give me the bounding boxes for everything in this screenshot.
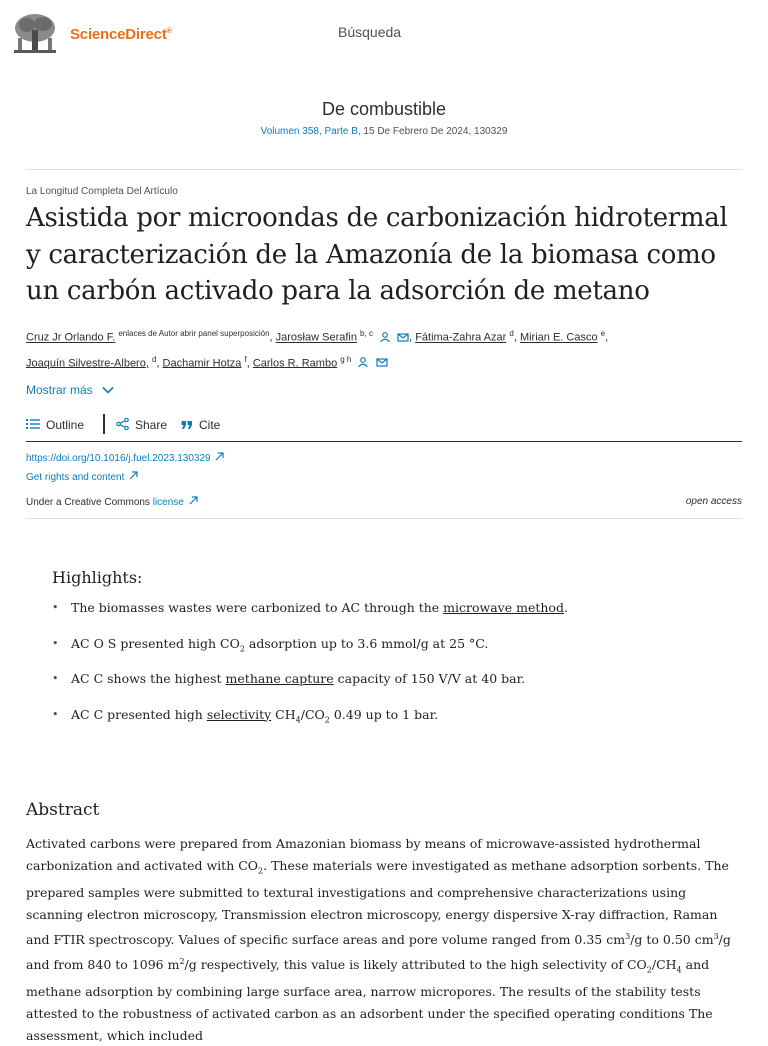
envelope-icon[interactable] [376,357,388,367]
site-header [0,0,768,70]
article-type-label: La Longitud Completa Del Artículo [26,186,178,197]
author-link[interactable]: Carlos R. Rambo [252,357,338,370]
license-link[interactable]: license [153,497,198,508]
outline-label: Outline [46,418,85,432]
creative-commons-note: Under a Creative Commons license [26,496,198,508]
show-more-button[interactable] [26,383,114,397]
quote-icon [181,420,193,430]
external-link-icon [129,471,138,480]
external-link-icon [189,496,198,505]
divider [26,169,742,170]
keyword-link[interactable]: microwave method [443,600,564,615]
share-icon [116,418,129,430]
highlights-heading: Highlights: [52,568,143,587]
author-affiliation: g h [340,354,352,364]
author-affiliation: d [509,329,514,338]
keyword-link[interactable]: methane capture [225,671,334,686]
article-toolbar [26,412,742,442]
list-item: • AC O S presented high $CO_2$ adsorption up to 3.6 mmol/g at 25 °C. [52,635,489,653]
rights-link[interactable]: Get rights and content [26,471,138,483]
search-link[interactable]: Búsqueda [338,24,402,40]
author-affiliation: e [600,329,606,338]
author-affiliation: b, c [360,329,373,338]
cite-label: Cite [199,418,221,432]
person-icon[interactable] [357,357,369,367]
author-link[interactable]: Joaquín Silvestre-Albero, [26,357,149,370]
author-link[interactable]: Jarosław Serafin [275,331,357,344]
article-title: Asistida por microondas de carbonización hidrotermal y caracterización de la Amazonía de la biomasa como un carbón activado para la adsorción de metano [26,203,728,306]
author-link[interactable]: Fátima-Zahra Azar [415,331,507,344]
envelope-icon[interactable] [397,332,409,342]
person-icon[interactable] [379,332,391,342]
toolbar-divider [103,414,105,434]
author-link[interactable]: Mirian E. Casco [519,331,598,344]
list-item: • The biomasses wastes were carbonized to AC through the microwave method. [52,600,568,615]
author-link[interactable]: Cruz Jr Orlando F. [26,331,116,344]
outline-list-icon [26,418,40,430]
cite-button[interactable] [181,418,220,432]
abstract-heading: Abstract [26,800,100,820]
keyword-link[interactable]: selectivity [206,706,272,722]
share-label: Share [135,418,168,432]
sciencedirect-logo[interactable]: ScienceDirect® [70,26,172,43]
volume-info [0,126,768,137]
journal-name[interactable]: De combustible [321,99,447,119]
abstract-text: Activated carbons were prepared from Amazonian biomass by means of microwave-assisted hydrothermal carbonization and activated with $CO_2$. These materials were investigated as methane adsorption sorbents. The prepared samples were submitted to textural investigations and comprehensive characterizations using scanning electron microscopy, Transmission electron microscopy, energy dispersive X-ray diffraction, Raman and FTIR spectroscopy. Values of specific surface areas and pore volume ranged from 0.35 $cm^3/g$ to 0.50 $cm^3/g$ and from 840 to 1096 $m^2/g$ respectively, this value is likely attributed to the high selectivity of $CO_2/CH_4$ and methane adsorption by combining large surface area, narrow micropores. The results of the stability tests attested to the robustness of activated carbon as an adsorbent under the specified operating conditions The assessment, which included [26,836,731,1043]
outline-button[interactable] [26,418,84,432]
author-affiliation: d [151,354,157,364]
highlights-list [52,598,732,740]
share-button[interactable] [116,418,167,432]
chevron-down-icon [102,386,114,394]
open-access-label: open access [685,496,742,507]
list-item: • AC C shows the highest methane capture capacity of 150 V/V at 40 bar. [52,671,526,686]
author-list: Cruz Jr Orlando F. $^{enlaces de Autor abrir panel superposición}$, Jarosław Serafin $^{b, c}$ , Fátima-Zahra Azar $^d$, Mirian E. Casco $^e$, Joaquín Silvestre-Albero, $^d$, Dachamir Hotza $^f$, Carlos R. Rambo $^{g h}$ [26,329,609,370]
show-more-label: Mostrar más [26,383,93,397]
list-item: • AC C presented high selectivity $CH_4/CO_2$ 0.49 up to 1 bar. [52,706,439,724]
author-affiliation: f [244,354,247,364]
divider [26,518,742,519]
external-link-icon [215,452,224,461]
author-link[interactable]: Dachamir Hotza [162,357,242,370]
elsevier-tree-logo[interactable] [12,12,58,56]
doi-link[interactable]: https://doi.org/10.1016/j.fuel.2023.130329 [26,452,224,464]
volume-link[interactable]: Volumen 358, Parte B [260,126,358,137]
author-links-note[interactable]: enlaces de Autor abrir panel superposición [118,329,270,338]
publication-date: , 15 De Febrero De 2024, 130329 [357,126,508,137]
